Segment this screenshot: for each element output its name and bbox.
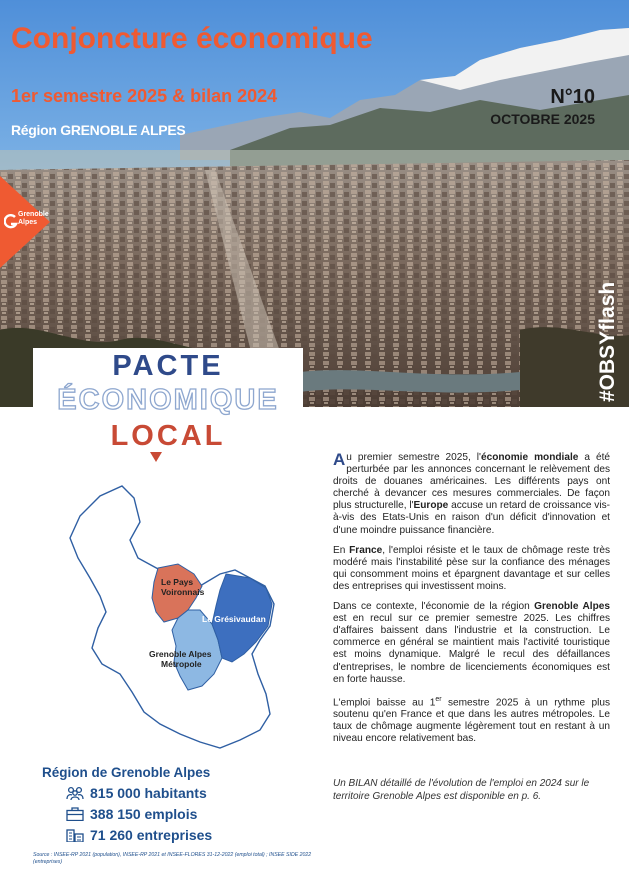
p2-bold-france: France: [349, 544, 383, 556]
p1-text-c: a été perturbée par les annonces concernant le relèvement des droits de douanes américaines. Les différents pays ont cherché à devancer ces mesures commerciales. De façon plus structurelle, l': [333, 452, 610, 512]
p3-bold-grenoble: Grenoble Alpes: [534, 601, 610, 613]
map-label-voironnais: [161, 577, 204, 597]
article-paragraph-2: [333, 545, 610, 593]
page-title: Conjoncture économique: [11, 22, 373, 55]
stat-employment: [66, 806, 197, 822]
article-body: [333, 452, 610, 753]
map-label-gresivaudan: Le Grésivaudan: [202, 614, 266, 624]
issue-date: OCTOBRE 2025: [490, 111, 595, 127]
badge-line1: Grenoble: [18, 211, 49, 218]
p1-text-a: u premier semestre 2025, l': [346, 452, 481, 463]
stat-companies-value: 71 260 entreprises: [90, 827, 213, 843]
p4-text-b: semestre 2025 à un rythme plus soutenu qu'en France et que dans les autres métropoles. Le taux de chômage augmente légèrement tout en restant à un niveau encore relativement bas.: [333, 697, 610, 745]
p3-text-c: est en recul sur ce premier semestre 2025. Les chiffres d'affaires baissent dans l'industrie et la construction. Le commerce en général se maintient mais l'activité touristique est moins dynamique. Malgré le recul des défaillances d'entreprises, le nombre de licenciements économiques est en forte hausse.: [333, 613, 610, 685]
pacte-line1: PACTE: [112, 350, 224, 382]
stat-employment-value: 388 150 emplois: [90, 806, 198, 822]
p4-text-a: L'emploi baisse au 1: [333, 697, 436, 709]
pacte-line2: ÉCONOMIQUE: [57, 384, 279, 416]
article-paragraph-3: [333, 601, 610, 686]
grenoble-alpes-logo-icon: [4, 214, 18, 230]
p3-text-a: Dans ce contexte, l'économie de la région: [333, 601, 535, 613]
map-label-metropole-2: Métropole: [161, 659, 202, 669]
map-label-metropole: [149, 649, 212, 669]
issue-number: N°10: [550, 86, 595, 108]
article-paragraph-1: [333, 452, 610, 537]
stats-title: Région de Grenoble Alpes: [42, 765, 211, 780]
buildings-icon: [66, 828, 84, 842]
badge-text: [18, 211, 49, 227]
stat-companies: [66, 827, 212, 843]
pacte-line3: LOCAL: [110, 420, 226, 452]
p1-bold-europe: Europe: [413, 500, 449, 512]
p2-text-c: , l'emploi résiste et le taux de chômage reste très modéré mais l'instabilité pèse sur la confiance des ménages qui consomment moins et épargnent davantage et sur celles des entreprises qui investissent moins.: [333, 544, 610, 592]
map-label-metropole-1: Grenoble Alpes: [149, 649, 212, 659]
pacte-economique-logo: [33, 348, 303, 462]
dropcap: A: [333, 450, 346, 469]
people-icon: [66, 786, 84, 800]
location-pin-icon: [150, 452, 162, 462]
page-subtitle: 1er semestre 2025 & bilan 2024: [11, 86, 278, 106]
region-label: Région GRENOBLE ALPES: [11, 122, 186, 138]
hero-cityscape-image: [0, 0, 629, 407]
stat-population-value: 815 000 habitants: [90, 785, 207, 801]
stat-population: [66, 785, 207, 801]
map-label-voironnais-1: Le Pays: [161, 577, 194, 587]
p1-bold-world-economy: économie mondiale: [480, 452, 579, 463]
hashtag-label: #OBSYflash: [596, 281, 619, 402]
p1-text-e: accuse un retard de croissance vis-à-vis des Etats-Unis en raison d'un déficit d'innovation et d'une moindre puissance financière.: [333, 500, 610, 536]
bilan-note: Un BILAN détaillé de l'évolution de l'emploi en 2024 sur le territoire Grenoble Alpes est disponible en p. 6.: [333, 778, 590, 802]
briefcase-icon: [66, 807, 84, 821]
map-label-voironnais-2: Voironnais: [161, 587, 205, 597]
badge-line2: Alpes: [18, 219, 38, 226]
article-paragraph-4: [333, 694, 610, 746]
source-note: Source : INSEE-RP 2021 (population), INSEE-RP 2021 et INSEE-FLORES 31-12-2022 (emploi total) ; INSEE SIDE 2022 (entreprises): [33, 852, 312, 865]
cityscape-illustration: [0, 0, 629, 407]
p4-superscript: er: [435, 695, 442, 703]
region-map: [60, 478, 290, 753]
p2-text-a: En: [333, 544, 350, 556]
